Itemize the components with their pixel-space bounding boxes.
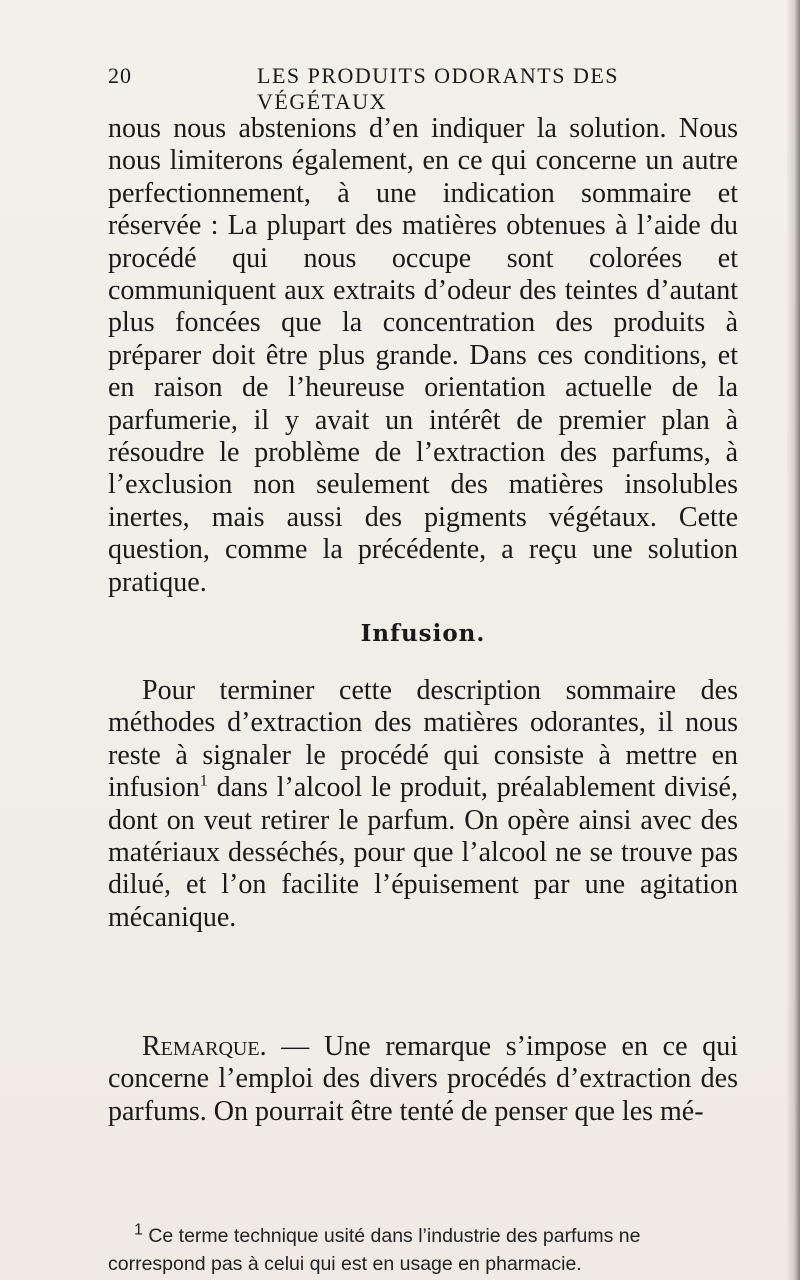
page-header: [108, 63, 702, 114]
footnote: [108, 1222, 738, 1278]
section-heading: Infusion.: [360, 620, 486, 647]
body-paragraph-2: [108, 675, 738, 934]
running-title: LES PRODUITS ODORANTS DES VÉGÉTAUX: [257, 63, 620, 114]
footnote-reference: 1: [199, 772, 208, 790]
paragraph-text: nous nous abstenions d’en indiquer la solution. Nous nous limiterons également, en ce qui concerne un autre perfectionnement, à une indication sommaire et réservée : La plupart des matières obtenues à l’aide du procédé qui nous occupe sont colorées et communiquent aux extraits d’odeur des teintes d’autant plus foncées que la concentration des produits à préparer doit être plus grande. Dans ces conditions, et en raison de l’heureuse orientation actuelle de la parfumerie, il y avait un intérêt de premier plan à résoudre le problème de l’extraction des parfums, à l’exclusion non seulement des matières insolubles inertes, mais aussi des pigments végétaux. Cette question, comme la précédente, a reçu une solution pratique.: [108, 113, 738, 598]
paragraph-text-start: Pour terminer cette description sommaire des méthodes d’extraction des matières odorantes, il nous reste à signaler le procédé qui consiste à mettre en infusion: [108, 675, 738, 804]
footnote-marker: 1: [134, 1221, 143, 1239]
paragraph-text-end: dans l’alcool le produit, préalablement divisé, dont on veut retirer le parfum. On opère ainsi avec des matériaux desséchés, pour que l’alcool ne se trouve pas dilué, et l’on facilite l’épuisement par une agitation mécanique.: [108, 772, 738, 933]
remark-paragraph: [108, 1031, 738, 1128]
page-number: 20: [108, 63, 132, 88]
page-edge-shadow: [786, 0, 800, 1280]
remark-text: — Une remarque s’impose en ce qui concerne l’emploi des divers procédés d’extraction des parfums. On pourrait être tenté de penser que les mé-: [108, 1031, 738, 1127]
body-paragraph-1: [108, 113, 738, 599]
footnote-text: Ce terme technique usité dans l’industrie des parfums ne correspond pas à celui qui est en usage en pharmacie.: [108, 1225, 641, 1275]
remark-label: Remarque.: [142, 1031, 267, 1062]
